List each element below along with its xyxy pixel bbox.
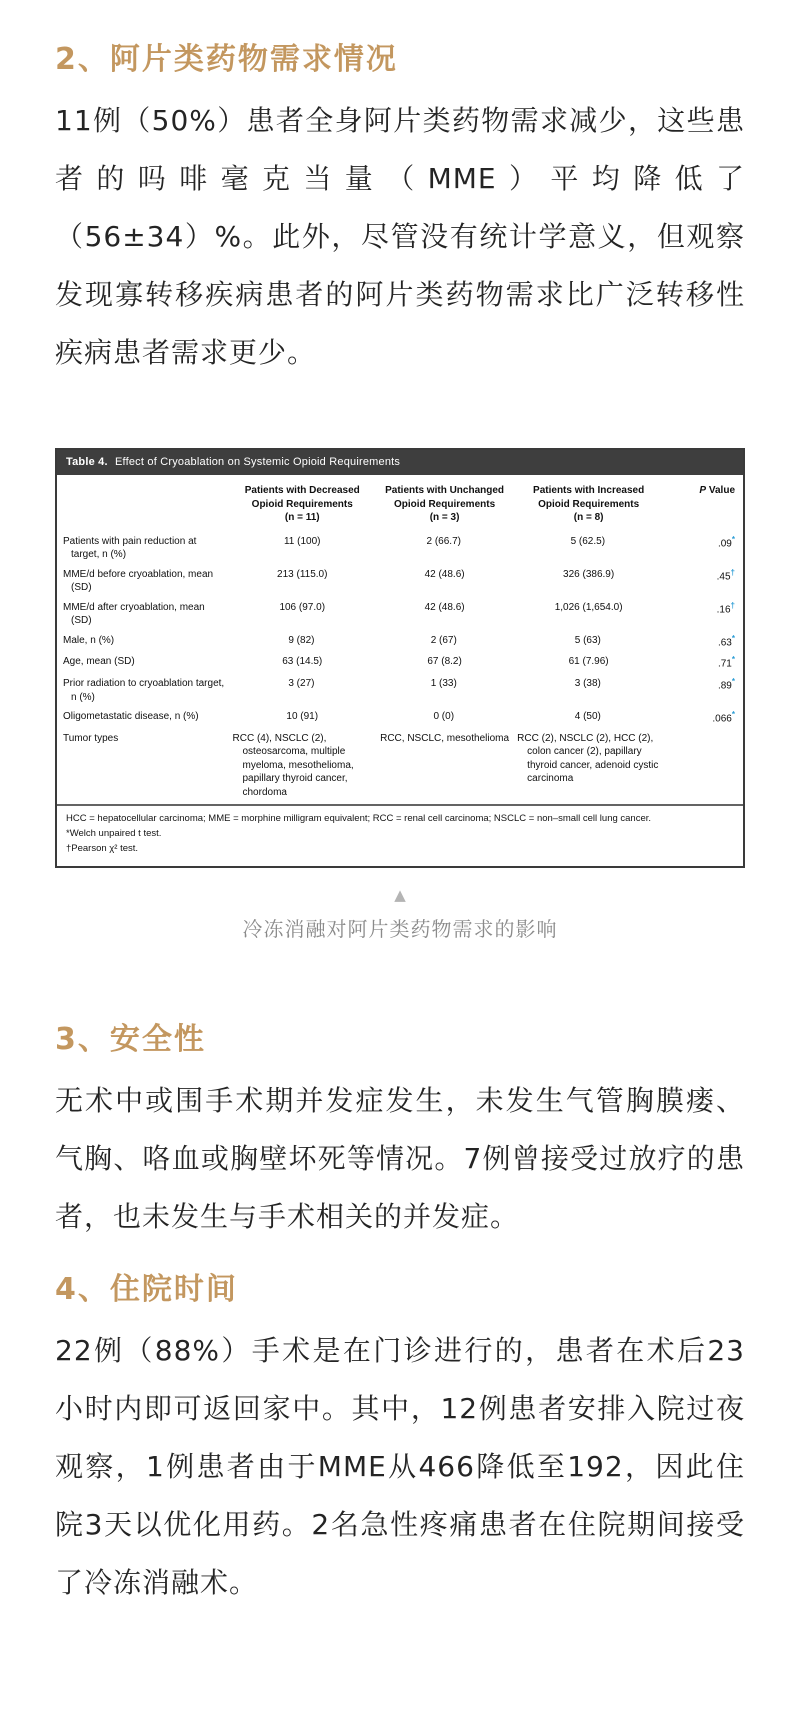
section-paragraph-opioid-demand: 11例（50%）患者全身阿片类药物需求减少，这些患者的吗啡毫克当量（MME）平均降低了（56±34）%。此外，尽管没有统计学意义，但观察发现寡转移疾病患者的阿片类药物需求比广泛转移性疾病患者需求更少。 [55, 104, 745, 369]
table-row [57, 565, 743, 598]
cell-p-value: .89* [717, 677, 735, 692]
cell-p-value [664, 729, 743, 803]
p-value-mark: † [730, 600, 735, 610]
table-row [57, 729, 743, 803]
section-paragraph-hospital-stay: 22例（88%）手术是在门诊进行的，患者在术后23小时内即可返回家中。其中，12例患者安排入院过夜观察，1例患者由于MME从466降低至192，因此住院3天以优化用药。2名急性疼痛患者在住院期间接受了冷冻消融术。 [55, 1333, 745, 1599]
table-footnote: HCC = hepatocellular carcinoma; MME = morphine milligram equivalent; RCC = renal cell carcinoma; NSCLC = non–small cell lung cancer. [66, 813, 652, 825]
cell-unchanged: 42 (48.6) [424, 568, 465, 580]
figure-caption: 冷冻消融对阿片类药物需求的影响 [242, 916, 558, 941]
column-header-increased [513, 475, 664, 532]
section-paragraph-safety: 无术中或围手术期并发症发生，未发生气管胸膜瘘、气胸、咯血或胸壁坏死等情况。7例曾接受过放疗的患者，也未发生与手术相关的并发症。 [55, 1083, 745, 1233]
column-header-unchanged-label: Patients with Unchanged Opioid Requirements [385, 485, 505, 510]
row-label: Oligometastatic disease, n (%) [63, 711, 199, 723]
table4 [55, 448, 745, 868]
table4-grid [57, 475, 743, 802]
cell-decreased: 10 (91) [286, 711, 319, 723]
row-label: MME/d before cryoablation, mean (SD) [63, 568, 214, 593]
cell-decreased: 9 (82) [288, 634, 315, 646]
table-title-bar [57, 450, 743, 475]
table-title-label: Table 4. [66, 456, 108, 468]
cell-p-value: .066* [712, 710, 735, 725]
cell-increased: RCC (2), NSCLC (2), HCC (2), colon cancer (2), papillary thyroid cancer, adenoid cystic carcinoma [517, 732, 659, 785]
p-italic: P [699, 485, 707, 496]
cell-decreased: 213 (115.0) [277, 568, 328, 580]
cell-increased: 3 (38) [574, 678, 601, 690]
table-footnote: †Pearson χ² test. [66, 842, 139, 854]
cell-unchanged: 1 (33) [430, 678, 457, 690]
cell-unchanged: 0 (0) [433, 711, 455, 723]
column-header-decreased [229, 475, 376, 532]
cell-increased: 5 (62.5) [570, 535, 606, 547]
p-rest: Value [706, 485, 735, 496]
row-label: Tumor types [63, 732, 119, 744]
cell-p-value: .16† [716, 600, 735, 615]
cell-decreased: 106 (97.0) [279, 601, 326, 613]
cell-increased: 1,026 (1,654.0) [554, 601, 623, 613]
table-figure [55, 448, 745, 942]
p-value-mark: * [731, 710, 735, 720]
column-header-increased-n: (n = 8) [573, 512, 604, 523]
row-label: MME/d after cryoablation, mean (SD) [63, 601, 205, 626]
cell-unchanged: RCC, NSCLC, mesothelioma [380, 732, 510, 744]
section-opioid-demand [55, 42, 745, 382]
column-header-p-value [664, 475, 743, 532]
column-header-empty [57, 475, 229, 532]
cell-unchanged: 42 (48.6) [424, 601, 465, 613]
cell-p-value: .71* [717, 655, 735, 670]
cell-p-value: .63* [717, 633, 735, 648]
table-row [57, 532, 743, 565]
section-safety [55, 1022, 745, 1246]
table-row [57, 631, 743, 653]
column-header-decreased-label: Patients with Decreased Opioid Requirements [244, 485, 360, 510]
table-row [57, 707, 743, 729]
table-row [57, 652, 743, 674]
p-value-mark: * [731, 677, 735, 687]
cell-unchanged: 2 (67) [430, 634, 457, 646]
row-label: Male, n (%) [63, 634, 115, 646]
section-hospital-stay [55, 1272, 745, 1612]
p-value-mark: * [731, 633, 735, 643]
column-header-unchanged [376, 475, 513, 532]
collapse-triangle-icon: ▲ [394, 885, 406, 904]
row-label: Prior radiation to cryoablation target, n (%) [63, 678, 225, 703]
table-row [57, 674, 743, 707]
p-value-mark: * [731, 534, 735, 544]
column-header-decreased-n: (n = 11) [284, 512, 320, 523]
table-row [57, 598, 743, 631]
cell-decreased: 63 (14.5) [282, 656, 323, 668]
cell-p-value: .09* [717, 534, 735, 549]
row-label: Age, mean (SD) [63, 656, 135, 668]
cell-decreased: 3 (27) [288, 678, 315, 690]
section-heading-opioid-demand: 2、阿片类药物需求情况 [55, 42, 398, 77]
section-heading-hospital-stay: 4、住院时间 [55, 1271, 238, 1307]
row-label: Patients with pain reduction at target, n (%) [63, 535, 197, 560]
table-footnote: *Welch unpaired t test. [66, 828, 162, 840]
cell-unchanged: 2 (66.7) [426, 535, 461, 547]
cell-increased: 61 (7.96) [568, 656, 609, 668]
cell-increased: 5 (63) [574, 634, 601, 646]
cell-decreased: RCC (4), NSCLC (2), osteosarcoma, multiple myeloma, mesothelioma, papillary thyroid cancer, chordoma [232, 732, 354, 798]
cell-increased: 4 (50) [574, 711, 601, 723]
section-heading-safety: 3、安全性 [55, 1021, 206, 1057]
cell-p-value: .45† [716, 567, 735, 582]
p-value-mark: * [731, 655, 735, 665]
column-header-unchanged-n: (n = 3) [429, 512, 460, 523]
p-value-mark: † [730, 567, 735, 577]
column-header-increased-label: Patients with Increased Opioid Requirements [533, 485, 645, 510]
cell-increased: 326 (386.9) [563, 568, 615, 580]
cell-unchanged: 67 (8.2) [427, 656, 462, 668]
table-footnotes [57, 804, 743, 865]
table-header-row [57, 475, 743, 532]
table-title-text: Effect of Cryoablation on Systemic Opioid Requirements [111, 456, 401, 468]
cell-decreased: 11 (100) [283, 535, 321, 547]
